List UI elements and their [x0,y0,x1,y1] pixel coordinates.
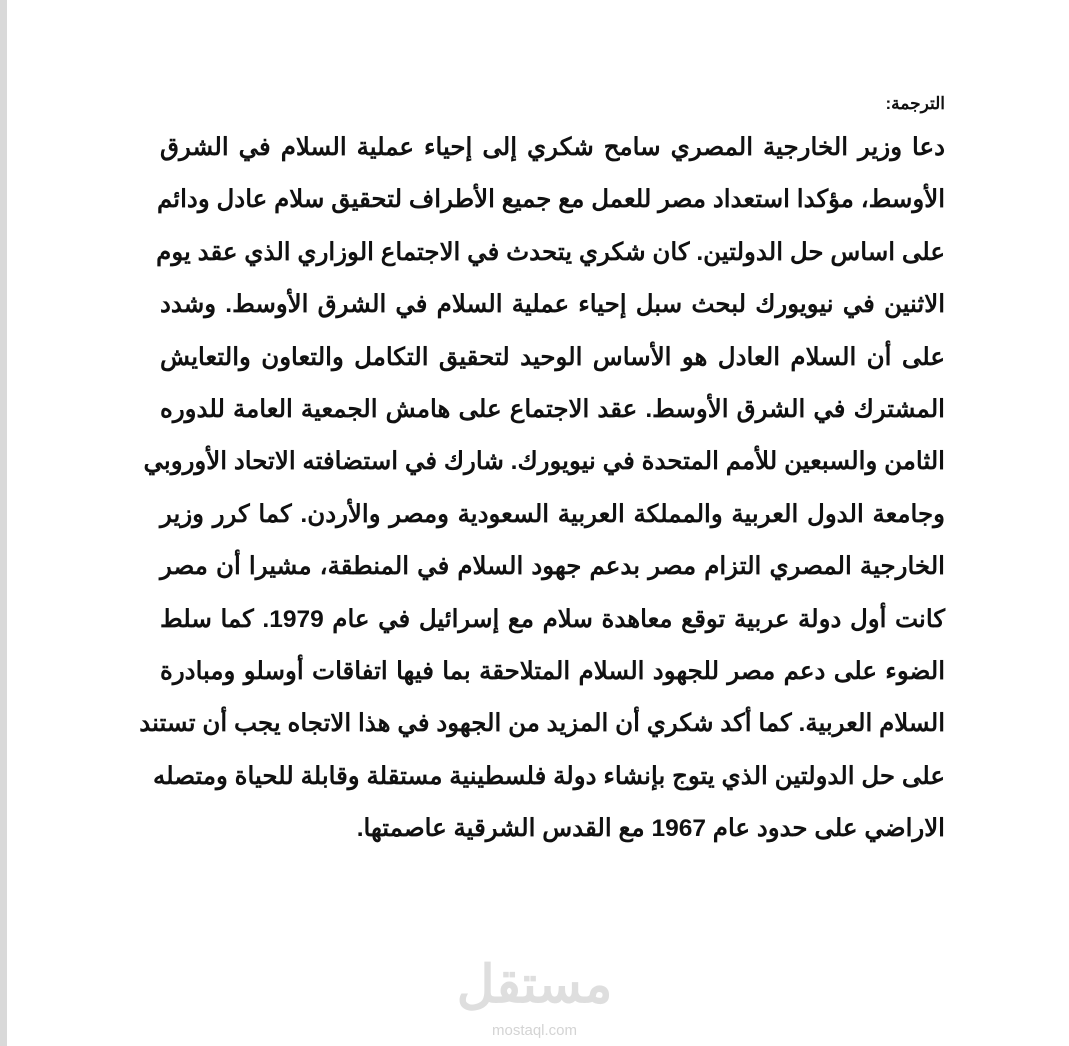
text-line: على حل الدولتين الذي يتوج بإنشاء دولة فلسطينية مستقلة وقابلة للحياة ومتصله [153,762,945,790]
page-edge [0,0,7,1046]
text-line: الأوسط، مؤكدا استعداد مصر للعمل مع جميع الأطراف لتحقيق سلام عادل ودائم [157,186,945,214]
text-line: الاثنين في نيويورك لبحث سبل إحياء عملية السلام في الشرق الأوسط. وشدد [160,291,945,319]
text-line: على أن السلام العادل هو الأساس الوحيد لتحقيق التكامل والتعاون والتعايش [160,343,945,371]
text-line: الثامن والسبعين للأمم المتحدة في نيويورك. شارك في استضافته الاتحاد الأوروبي [143,448,945,476]
text-line: وجامعة الدول العربية والمملكة العربية السعودية ومصر والأردن. كما كرر وزير [160,500,945,528]
text-line: المشترك في الشرق الأوسط. عقد الاجتماع على هامش الجمعية العامة للدوره [160,395,945,423]
watermark-logo: مستقل [456,956,613,1014]
document-heading: الترجمة: [885,94,945,113]
text-line: على اساس حل الدولتين. كان شكري يتحدث في الاجتماع الوزاري الذي عقد يوم [156,238,945,266]
text-line: السلام العربية. كما أكد شكري أن المزيد من الجهود في هذا الاتجاه يجب أن تستند [139,710,945,738]
text-line: الضوء على دعم مصر للجهود السلام المتلاحقة بما فيها اتفاقات أوسلو ومبادرة [160,657,945,685]
watermark-domain: mostaql.com [491,1022,578,1039]
text-line: دعا وزير الخارجية المصري سامح شكري إلى إحياء عملية السلام في الشرق [160,134,945,161]
text-line: الاراضي على حدود عام 1967 مع القدس الشرقية عاصمتها. [356,815,945,843]
document-body [139,128,946,861]
text-line: الخارجية المصري التزام مصر بدعم جهود السلام في المنطقة، مشيرا أن مصر [160,553,945,581]
text-line: كانت أول دولة عربية توقع معاهدة سلام مع إسرائيل في عام 1979. كما سلط [160,605,946,633]
